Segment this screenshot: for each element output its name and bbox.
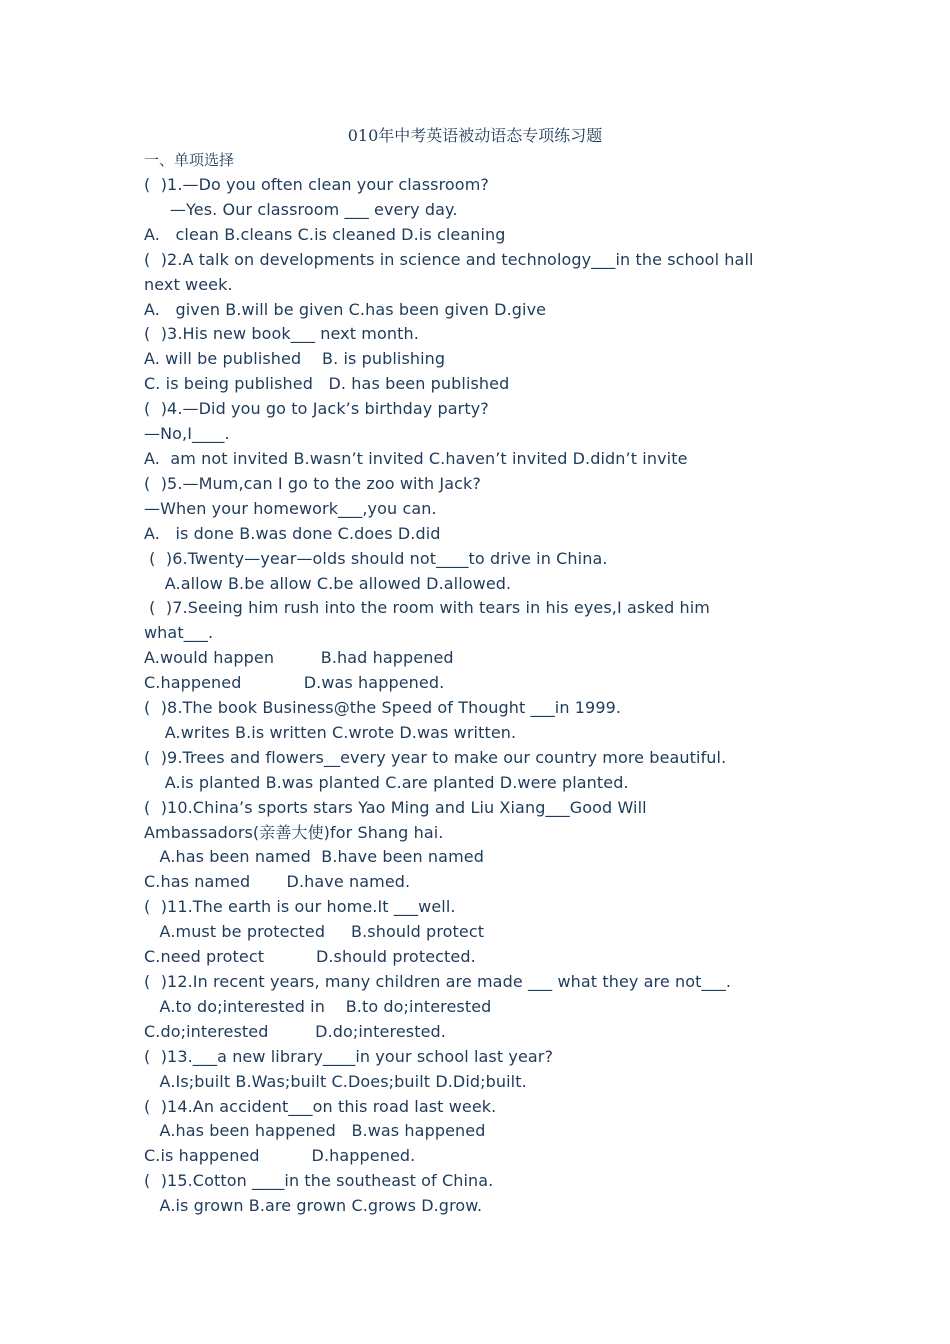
- text-line: A. am not invited B.wasn’t invited C.haven’t invited D.didn’t invite: [144, 448, 688, 468]
- text-line: ( )14.An accident___on this road last week.: [144, 1096, 497, 1116]
- text-line: ( )2.A talk on developments in science and technology___in the school hall: [144, 249, 754, 269]
- text-line: A.is planted B.was planted C.are planted D.were planted.: [144, 772, 629, 792]
- text-line: ( )12.In recent years, many children are made ___ what they are not___.: [144, 972, 732, 991]
- text-line: A. will be published B. is publishing: [144, 349, 446, 369]
- text-line: —No,I____.: [144, 424, 230, 444]
- text-line: ( )1.—Do you often clean your classroom?: [144, 175, 489, 194]
- text-line: ( )7.Seeing him rush into the room with tears in his eyes,I asked him: [144, 598, 710, 618]
- text-line: Ambassadors(亲善大使)for Shang hai.: [144, 822, 444, 842]
- text-line: ( )10.China’s sports stars Yao Ming and Liu Xiang___Good Will: [144, 797, 647, 817]
- text-line: C. is being published D. has been published: [144, 374, 510, 394]
- text-line: A.Is;built B.Was;built C.Does;built D.Did;built.: [144, 1071, 527, 1091]
- text-line: A. given B.will be given C.has been given D.give: [144, 299, 547, 319]
- text-line: ( )6.Twenty—year—olds should not____to drive in China.: [144, 548, 608, 568]
- text-line: ( )4.—Did you go to Jack’s birthday party?: [144, 399, 489, 419]
- text-line: A.writes B.is written C.wrote D.was written.: [144, 722, 517, 742]
- text-line: what___.: [144, 623, 214, 643]
- text-line: A.has been happened B.was happened: [144, 1121, 486, 1141]
- document-page: [144, 124, 784, 1219]
- text-line: ( )11.The earth is our home.It ___well.: [144, 897, 456, 917]
- document-title: 010年中考英语被动语态专项练习题: [347, 126, 603, 145]
- text-line: ( )13.___a new library____in your school last year?: [144, 1046, 554, 1066]
- text-line: C.do;interested D.do;interested.: [144, 1021, 446, 1041]
- section-heading: 一、单项选择: [144, 151, 235, 169]
- text-line: A.would happen B.had happened: [144, 648, 454, 668]
- text-line: C.happened D.was happened.: [144, 673, 445, 693]
- text-line: A.allow B.be allow C.be allowed D.allowed.: [144, 573, 512, 593]
- text-line: A.is grown B.are grown C.grows D.grow.: [144, 1196, 483, 1216]
- text-line: —Yes. Our classroom ___ every day.: [144, 199, 458, 219]
- text-line: A. is done B.was done C.does D.did: [144, 523, 441, 543]
- text-line: C.has named D.have named.: [144, 872, 411, 892]
- text-line: C.need protect D.should protected.: [144, 947, 476, 967]
- text-line: A.has been named B.have been named: [144, 847, 484, 867]
- text-line: C.is happened D.happened.: [144, 1146, 416, 1166]
- text-line: ( )5.—Mum,can I go to the zoo with Jack?: [144, 473, 481, 493]
- question-list: [144, 173, 784, 1219]
- text-line: ( )15.Cotton ____in the southeast of China.: [144, 1171, 494, 1191]
- text-line: A.must be protected B.should protect: [144, 922, 485, 942]
- text-line: ( )9.Trees and flowers__every year to make our country more beautiful.: [144, 747, 727, 767]
- text-line: ( )8.The book Business@the Speed of Thought ___in 1999.: [144, 698, 622, 718]
- text-line: A. clean B.cleans C.is cleaned D.is cleaning: [144, 224, 506, 244]
- text-line: A.to do;interested in B.to do;interested: [144, 996, 492, 1016]
- text-line: ( )3.His new book___ next month.: [144, 324, 419, 344]
- text-line: next week.: [144, 274, 233, 294]
- text-line: —When your homework___,you can.: [144, 498, 437, 518]
